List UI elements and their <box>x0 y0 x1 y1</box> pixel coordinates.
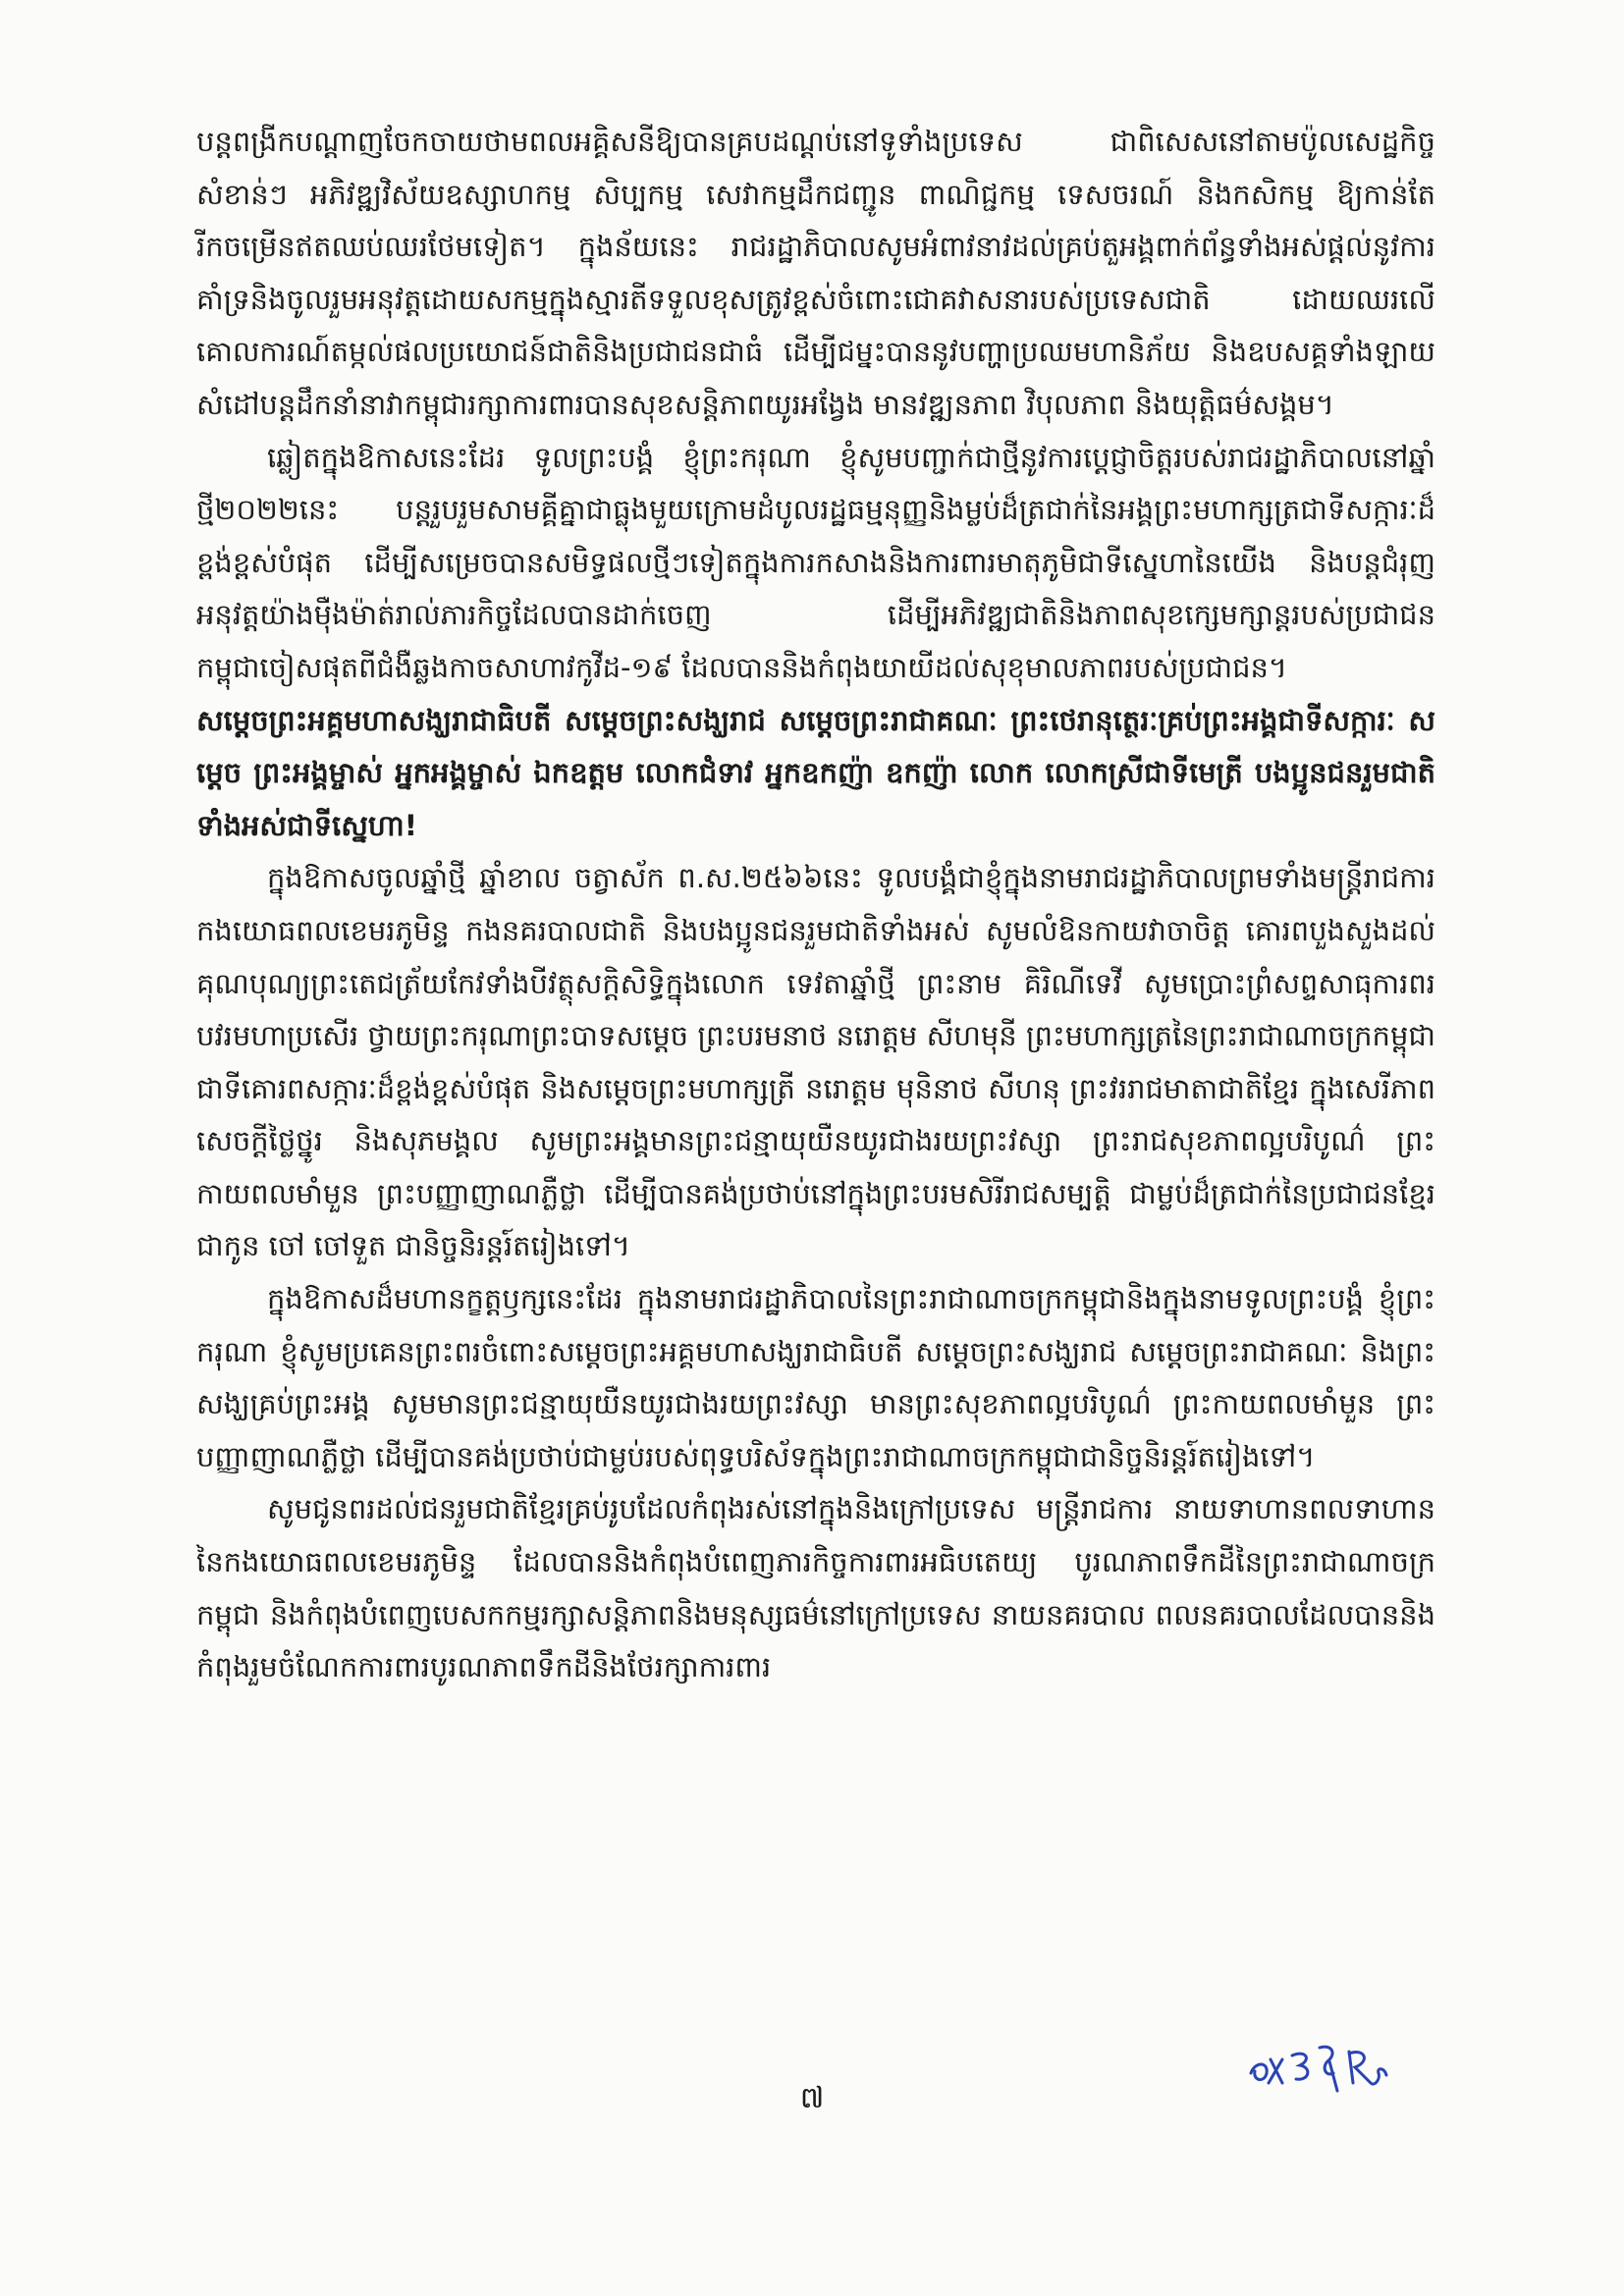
salutation-paragraph: សម្តេចព្រះអគ្គមហាសង្ឃរាជាធិបតី សម្តេចព្រះសង្ឃរាជ សម្តេចព្រះរាជាគណៈ ព្រះថេរានុត្ថេរៈគ្រប់ព្រះអង្គជាទីសក្ការៈ សម្តេច ព្រះអង្គម្ចាស់ អ្នកអង្គម្ចាស់ ឯកឧត្តម លោកជំទាវ អ្នកឧកញ៉ា ឧកញ៉ា លោក លោកស្រីជាទីមេត្រី បងប្អូនជនរួមជាតិទាំងអស់ជាទីស្នេហា! <box>196 703 1435 842</box>
paragraph-3: ក្នុងឱកាសចូលឆ្នាំថ្មី ឆ្នាំខាល ចត្វាស័ក ព.ស.២៥៦៦នេះ ទូលបង្គំជាខ្ញុំក្នុងនាមរាជរដ្ឋាភិបាលព្រមទាំងមន្ត្រីរាជការ កងយោធពលខេមរភូមិន្ទ កងនគរបាលជាតិ និងបងប្អូនជនរួមជាតិទាំងអស់ សូមលំឱនកាយវាចាចិត្ត គោរពបួងសួងដល់គុណបុណ្យព្រះតេជត្រ័យកែវទាំងបីវត្ថុសក្តិសិទ្ធិក្នុងលោក ទេវតាឆ្នាំថ្មី ព្រះនាម គិរិណីទេវី សូមប្រោះព្រំសព្ទសាធុការពរ បវរមហាប្រសើរ ថ្វាយព្រះករុណាព្រះបាទសម្តេច ព្រះបរមនាថ នរោត្តម សីហមុនី ព្រះមហាក្សត្រនៃព្រះរាជាណាចក្រកម្ពុជា ជាទីគោរពសក្ការៈដ៏ខ្ពង់ខ្ពស់បំផុត និងសម្តេចព្រះមហាក្សត្រី នរោត្តម មុនិនាថ សីហនុ ព្រះវររាជមាតាជាតិខ្មែរ ក្នុងសេរីភាព សេចក្តីថ្លៃថ្នូរ និងសុភមង្គល សូមព្រះអង្គមានព្រះជន្មាយុយឺនយូរជាងរយព្រះវស្សា ព្រះរាជសុខភាពល្អបរិបូណ៌ ព្រះកាយពលមាំមួន ព្រះបញ្ញាញាណភ្លឺថ្លា ដើម្បីបានគង់ប្រថាប់នៅក្នុងព្រះបរមសិរីរាជសម្បត្តិ ជាម្លប់ដ៏ត្រជាក់នៃប្រជាជនខ្មែរជាកូន ចៅ ចៅទួត ជានិច្ចនិរន្តរ៍តរៀងទៅ។ <box>196 861 1435 1263</box>
paragraph-4: ក្នុងឱកាសដ៏មហានក្ខត្តឫក្សនេះដែរ ក្នុងនាមរាជរដ្ឋាភិបាលនៃព្រះរាជាណាចក្រកម្ពុជានិងក្នុងនាមទូលព្រះបង្គំ ខ្ញុំព្រះករុណា ខ្ញុំសូមប្រគេនព្រះពរចំពោះសម្តេចព្រះអគ្គមហាសង្ឃរាជាធិបតី សម្តេចព្រះសង្ឃរាជ សម្តេចព្រះរាជាគណៈ និងព្រះសង្ឃគ្រប់ព្រះអង្គ សូមមានព្រះជន្មាយុយឺនយូរជាងរយព្រះវស្សា មានព្រះសុខភាពល្អបរិបូណ៌ ព្រះកាយពលមាំមួន ព្រះបញ្ញាញាណភ្លឺថ្លា ដើម្បីបានគង់ប្រថាប់ជាម្លប់របស់ពុទ្ធបរិស័ទក្នុងព្រះរាជាណាចក្រកម្ពុជាជានិច្ចនិរន្តរ៍តរៀងទៅ។ <box>196 1282 1435 1473</box>
paragraph-1: បន្តពង្រីកបណ្តាញចែកចាយថាមពលអគ្គិសនីឱ្យបានគ្របដណ្តប់នៅទូទាំងប្រទេស ជាពិសេសនៅតាមប៉ូលសេដ្ឋកិច្ចសំខាន់ៗ អភិវឌ្ឍវិស័យឧស្សាហកម្ម សិប្បកម្ម សេវាកម្មដឹកជញ្ជូន ពាណិជ្ជកម្ម ទេសចរណ៍ និងកសិកម្ម ឱ្យកាន់តែរីកចម្រើនឥតឈប់ឈរថែមទៀត។ ក្នុងន័យនេះ រាជរដ្ឋាភិបាលសូមអំពាវនាវដល់គ្រប់តួអង្គពាក់ព័ន្ធទាំងអស់ផ្តល់នូវការគាំទ្រនិងចូលរួមអនុវត្តដោយសកម្មក្នុងស្មារតីទទួលខុសត្រូវខ្ពស់ចំពោះជោគវាសនារបស់ប្រទេសជាតិ ដោយឈរលើគោលការណ៍តម្កល់ផលប្រយោជន៍ជាតិនិងប្រជាជនជាធំ ដើម្បីជម្នះបាននូវបញ្ហាប្រឈមហានិភ័យ និងឧបសគ្គទាំងឡាយ សំដៅបន្តដឹកនាំនាវាកម្ពុជារក្សាការពារបានសុខសន្តិភាពយូរអង្វែង មានវឌ្ឍនភាព វិបុលភាព និងយុត្តិធម៌សង្គម។ <box>196 125 1435 421</box>
paragraph-5: សូមជូនពរដល់ជនរួមជាតិខ្មែរគ្រប់រូបដែលកំពុងរស់នៅក្នុងនិងក្រៅប្រទេស មន្ត្រីរាជការ នាយទាហានពលទាហាននៃកងយោធពលខេមរភូមិន្ទ ដែលបាននិងកំពុងបំពេញភារកិច្ចការពារអធិបតេយ្យ បូរណភាពទឹកដីនៃព្រះរាជាណាចក្រកម្ពុជា និងកំពុងបំពេញបេសកកម្មរក្សាសន្តិភាពនិងមនុស្សធម៌នៅក្រៅប្រទេស នាយនគរបាល ពលនគរបាលដែលបាននិងកំពុងរួមចំណែកការពារបូរណភាពទឹកដីនិងថែរក្សាការពារ <box>196 1492 1435 1684</box>
document-body <box>196 116 1435 1694</box>
paragraph-2: ឆ្លៀតក្នុងឱកាសនេះដែរ ទូលព្រះបង្គំ ខ្ញុំព្រះករុណា ខ្ញុំសូមបញ្ជាក់ជាថ្មីនូវការប្តេជ្ញាចិត្តរបស់រាជរដ្ឋាភិបាលនៅឆ្នាំថ្មី២០២២នេះ បន្តរួបរួមសាមគ្គីគ្នាជាធ្លុងមួយក្រោមដំបូលរដ្ឋធម្មនុញ្ញនិងម្លប់ដ៏ត្រជាក់នៃអង្គព្រះមហាក្សត្រជាទីសក្ការៈដ៏ខ្ពង់ខ្ពស់បំផុត ដើម្បីសម្រេចបានសមិទ្ធផលថ្មីៗទៀតក្នុងការកសាងនិងការពារមាតុភូមិជាទីស្នេហានៃយើង និងបន្តជំរុញអនុវត្តយ៉ាងម៉ឺងម៉ាត់រាល់ភារកិច្ចដែលបានដាក់ចេញ ដើម្បីអភិវឌ្ឍជាតិនិងភាពសុខក្សេមក្សាន្តរបស់ប្រជាជនកម្ពុជាចៀសផុតពីជំងឺឆ្លងកាចសាហាវកូវីដ-១៩ ដែលបាននិងកំពុងយាយីដល់សុខុមាលភាពរបស់ប្រជាជន។ <box>196 440 1435 684</box>
page-number: ៧ <box>799 2081 825 2115</box>
signature-initials <box>1243 2034 1390 2093</box>
